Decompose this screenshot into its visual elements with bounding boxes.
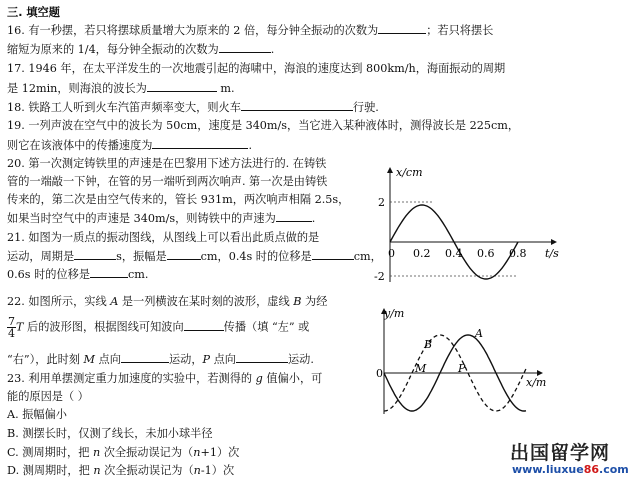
q22-blank-p[interactable] — [236, 351, 288, 363]
q21-line3: 0.6s 时的位移是 cm. — [7, 268, 149, 281]
q23-option-c[interactable]: C. 测周期时，把 n 次全振动误记为（n+1）次 — [7, 446, 240, 459]
q17-line2: 是 12min，则海浪的波长为 m. — [7, 82, 235, 95]
graph1-ytick-pos: 2 — [378, 196, 385, 209]
q23-line2: 能的原因是（ ） — [7, 390, 89, 403]
q17-blank[interactable] — [147, 80, 217, 92]
q22-line1: 22. 如图所示，实线 A 是一列横波在某时刻的波形，虚线 B 为经 — [7, 295, 328, 308]
q17-line1: 17. 1946 年，在太平洋发生的一次地震引起的海啸中，海浪的速度达到 800km/h，海面振动的周期 — [7, 62, 506, 75]
q19-line2: 则它在该液体中的传播速度为 . — [7, 139, 253, 152]
q23-line1: 23. 利用单摆测定重力加速度的实验中，若测得的 g 值偏小，可 — [7, 372, 323, 385]
q21-blank-period[interactable] — [74, 248, 116, 260]
graph2-label-p: P — [458, 362, 466, 375]
q21-line2: 运动，周期是 s，振幅是 cm，0.4s 时的位移是 cm， — [7, 250, 382, 263]
graph1-x-label: t/s — [545, 247, 559, 260]
q19-line1: 19. 一列声波在空气中的波长为 50cm，速度是 340m/s，当它进入某种液体时，测得波长是 225cm， — [7, 119, 520, 132]
q20-line3: 传来的，第二次是由空气传来的，管长 931m，两次响声相隔 2.5s， — [7, 193, 350, 206]
q22-line3: “右”），此时刻 M 点向 运动，P 点向 运动. — [7, 353, 314, 366]
graph2-label-a: A — [475, 327, 483, 340]
section-title: 三. 填空题 — [7, 6, 60, 19]
q23-option-a[interactable]: A. 振幅偏小 — [7, 408, 67, 421]
graph1-xtick-0: 0 — [388, 247, 395, 260]
watermark-logo-text: 出国留学网 — [510, 442, 611, 464]
q18-blank[interactable] — [241, 99, 353, 111]
q23-option-d[interactable]: D. 测周期时，把 n 次全振动误记为（n-1）次 — [7, 464, 235, 477]
q20-blank[interactable] — [276, 210, 312, 222]
q16-blank-1[interactable] — [378, 22, 426, 34]
q23-option-b[interactable]: B. 测摆长时，仅测了线长，未加小球半径 — [7, 427, 213, 440]
graph2-x-label: x/m — [526, 376, 547, 389]
graph1-xtick-06: 0.6 — [477, 247, 495, 260]
q20-line1: 20. 第一次测定铸铁里的声速是在巴黎用下述方法进行的. 在铸铁 — [7, 157, 327, 170]
q21-blank-06s[interactable] — [90, 266, 128, 278]
graph1-xtick-02: 0.2 — [413, 247, 431, 260]
q20-line4: 如果当时空气中的声速是 340m/s，则铸铁中的声速为 . — [7, 212, 316, 225]
q22-line2: $\frac{7}{4}$ T 后的波形图，根据图线可知波向 传播（填 “左” 或 — [8, 315, 310, 340]
graph2-origin: 0 — [376, 367, 383, 380]
fraction-seven-fourths: $\frac{7}{4}$ — [8, 315, 15, 340]
vibration-graph — [374, 162, 574, 292]
q20-line2: 管的一端敲一下钟，在管的另一端听到两次响声. 第一次是由铸铁 — [7, 175, 328, 188]
graph1-xtick-08: 0.8 — [509, 247, 527, 260]
q21-blank-04s[interactable] — [312, 248, 354, 260]
q22-blank-direction[interactable] — [184, 319, 224, 331]
q16-line1: 16. 有一秒摆，若只将摆球质量增大为原来的 2 倍，每分钟全振动的次数为 ；若只将摆长 — [7, 24, 494, 37]
graph2-label-m: M — [415, 362, 427, 375]
q18-line: 18. 铁路工人听到火车汽笛声频率变大，则火车 行驶. — [7, 101, 379, 114]
wave-graph — [374, 306, 560, 418]
q21-line1: 21. 如图为一质点的振动图线，从图线上可以看出此质点做的是 — [7, 231, 320, 244]
q22-blank-m[interactable] — [121, 351, 169, 363]
graph1-y-label: x/cm — [396, 166, 423, 179]
q16-blank-2[interactable] — [219, 41, 271, 53]
q21-blank-amplitude[interactable] — [167, 248, 201, 260]
graph2-y-label: y/m — [384, 307, 405, 320]
q16-line2: 缩短为原来的 1/4，每分钟全振动的次数为 . — [7, 43, 275, 56]
q19-blank[interactable] — [152, 137, 248, 149]
watermark-url[interactable]: www.liuxue86.com — [512, 463, 629, 476]
graph2-label-b: B — [424, 338, 433, 351]
graph1-xtick-04: 0.4 — [445, 247, 463, 260]
graph1-ytick-neg: -2 — [374, 270, 385, 283]
